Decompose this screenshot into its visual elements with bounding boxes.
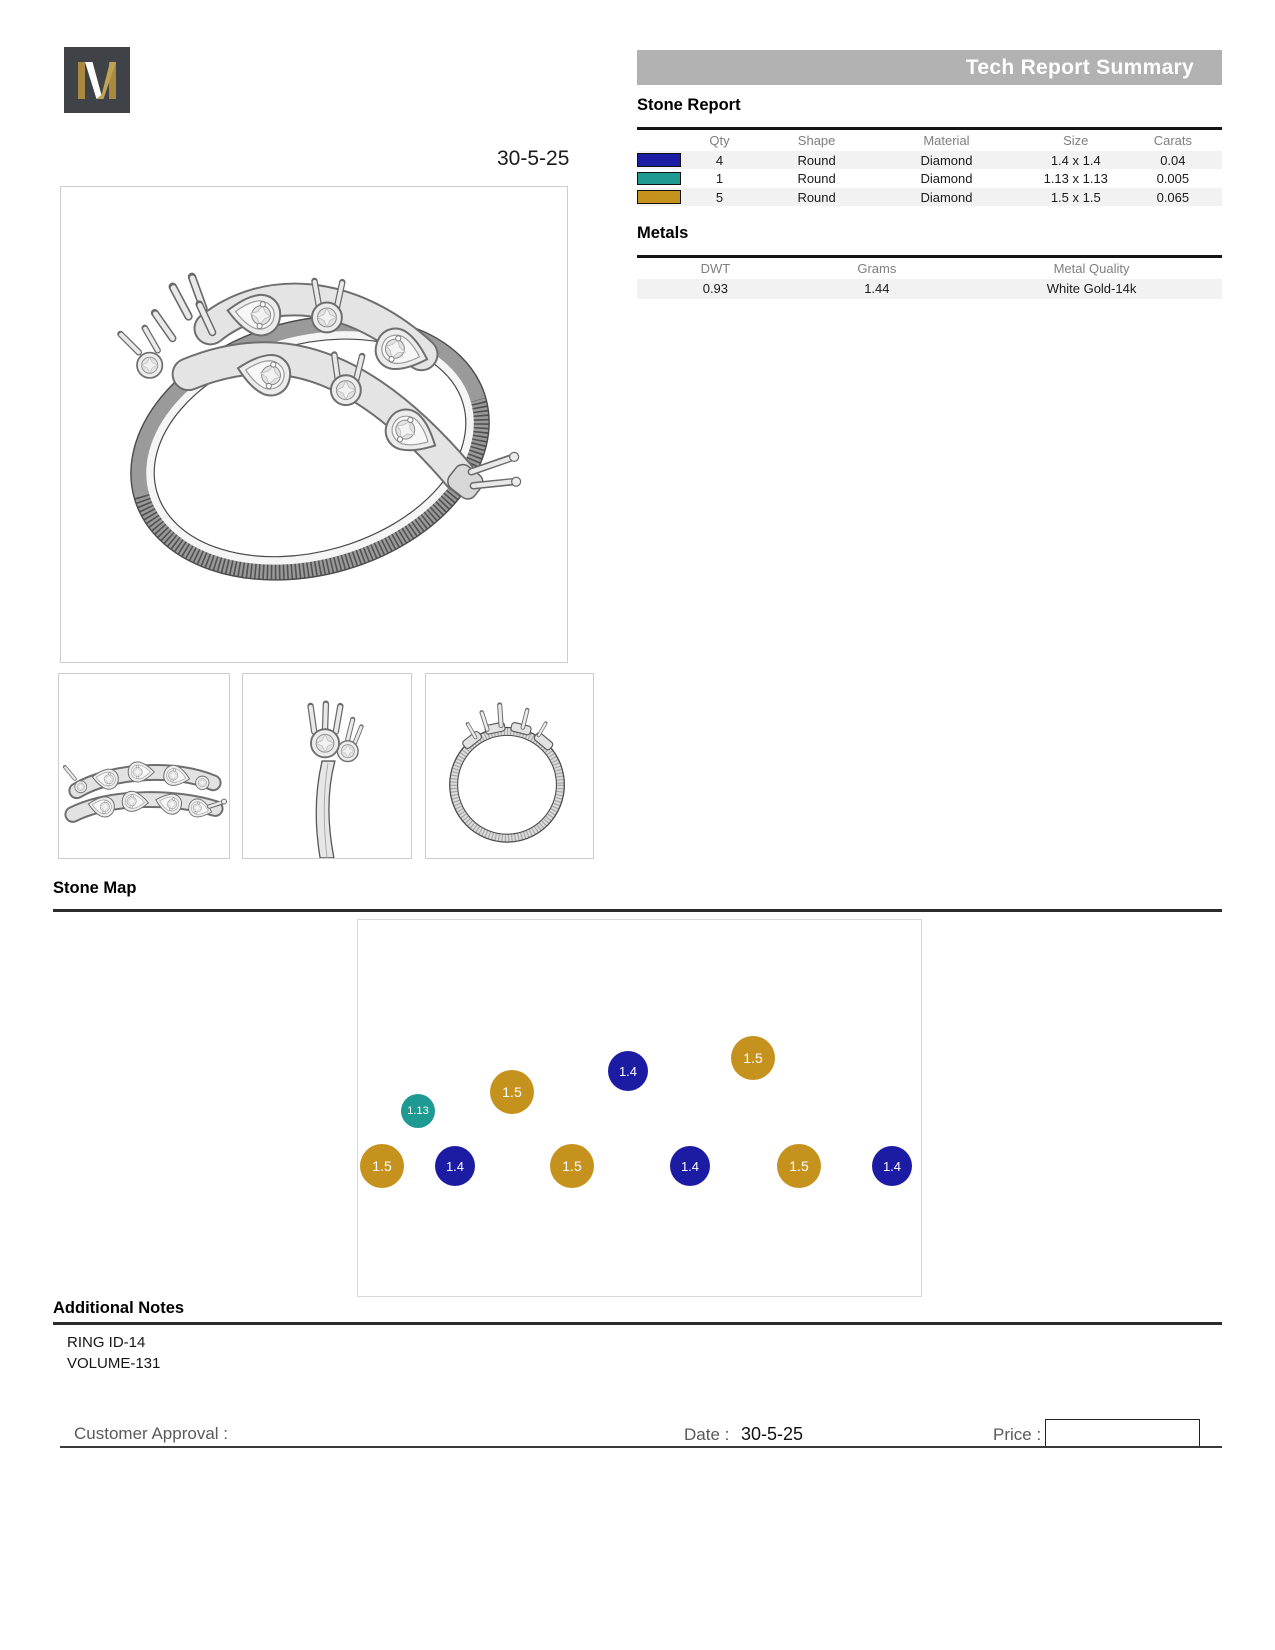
stone-chip: 1.5 (490, 1070, 534, 1114)
column-header-carats: Carats (1153, 132, 1193, 148)
stone-report-rows (637, 151, 1222, 207)
stone-report-cell: Diamond (920, 189, 973, 205)
column-header-dwt: DWT (700, 260, 731, 276)
brand-logo-m-icon (64, 47, 130, 113)
ring-profile-view-render (243, 674, 411, 858)
report-title: Tech Report Summary (965, 55, 1194, 79)
ring-thumbnail-front-panel (425, 673, 594, 859)
stone-report-cell: 1.4 x 1.4 (1050, 152, 1101, 168)
metals-row (637, 279, 1222, 299)
stone-report-cell: Diamond (920, 152, 973, 168)
column-header-grams: Grams (857, 260, 897, 276)
stone-report-cell: Diamond (920, 171, 973, 186)
stone-report-cell: 1.5 x 1.5 (1050, 189, 1101, 205)
metals-header-row (637, 258, 1222, 279)
stone-report-row (637, 169, 1222, 188)
stone-chip: 1.4 (670, 1146, 710, 1186)
column-header-material: Material (923, 132, 970, 148)
stone-report-cell: 0.04 (1160, 152, 1186, 168)
stone-report-header-row (637, 130, 1222, 151)
note-line: RING ID-14 (67, 1334, 146, 1351)
additional-notes-divider (53, 1322, 1222, 1325)
column-header-metal-quality: Metal Quality (1053, 260, 1130, 276)
stone-color-swatch (637, 153, 681, 167)
ring-side-view-render (59, 674, 229, 858)
metals-cell: White Gold-14k (1046, 280, 1137, 296)
stone-report-cell: 1 (715, 171, 724, 186)
stone-chip: 1.5 (777, 1144, 821, 1188)
stone-report-heading: Stone Report (637, 96, 741, 114)
stone-report-cell: Round (797, 171, 836, 186)
ring-thumbnail-profile-panel (242, 673, 412, 859)
brand-logo (64, 47, 130, 113)
stone-report-cell: 0.065 (1156, 189, 1190, 205)
stone-map-heading: Stone Map (53, 879, 137, 897)
metals-heading: Metals (637, 224, 689, 242)
stone-map-divider (53, 909, 1222, 912)
stone-color-swatch (637, 172, 681, 186)
additional-notes-heading: Additional Notes (53, 1299, 185, 1317)
report-title-bar (637, 50, 1222, 85)
ring-thumbnail-side-panel (58, 673, 230, 859)
stone-report-row (637, 151, 1222, 170)
stone-chip: 1.5 (360, 1144, 404, 1188)
stone-report-cell: Round (797, 152, 836, 168)
stone-chip: 1.13 (401, 1094, 435, 1128)
note-line: VOLUME-131 (67, 1355, 161, 1372)
footer-price-label: Price : (993, 1425, 1042, 1444)
price-box (1045, 1419, 1200, 1448)
stone-report-cell: 5 (715, 189, 724, 205)
metals-table (637, 255, 1222, 299)
additional-notes-lines (67, 1334, 467, 1394)
stone-chip: 1.5 (731, 1036, 775, 1080)
stone-chip: 1.4 (435, 1146, 475, 1186)
metals-rows (637, 279, 1222, 299)
stone-chip: 1.4 (872, 1146, 912, 1186)
stone-chip: 1.5 (550, 1144, 594, 1188)
footer-date-label: Date : (684, 1425, 730, 1444)
stone-color-swatch (637, 190, 681, 204)
customer-approval-label: Customer Approval : (74, 1424, 229, 1443)
stone-map-panel (357, 919, 922, 1297)
report-date: 30-5-25 (497, 147, 570, 170)
ring-render-main-panel (60, 186, 568, 663)
column-header-shape: Shape (797, 132, 836, 148)
stone-report-cell: Round (797, 189, 836, 205)
stone-report-cell: 0.005 (1156, 171, 1190, 186)
stone-report-table (637, 127, 1222, 206)
metals-cell: 1.44 (864, 280, 890, 296)
stone-chip: 1.4 (608, 1051, 648, 1091)
stone-report-cell: 1.13 x 1.13 (1043, 171, 1108, 186)
footer-divider (60, 1446, 1222, 1448)
stone-report-row (637, 188, 1222, 207)
ring-3d-render (61, 187, 567, 662)
metals-cell: 0.93 (702, 280, 729, 296)
stone-report-cell: 4 (715, 152, 724, 168)
column-header-size: Size (1063, 132, 1089, 148)
footer-date-value: 30-5-25 (741, 1424, 804, 1444)
ring-front-view-render (426, 674, 593, 858)
column-header-qty: Qty (709, 132, 730, 148)
